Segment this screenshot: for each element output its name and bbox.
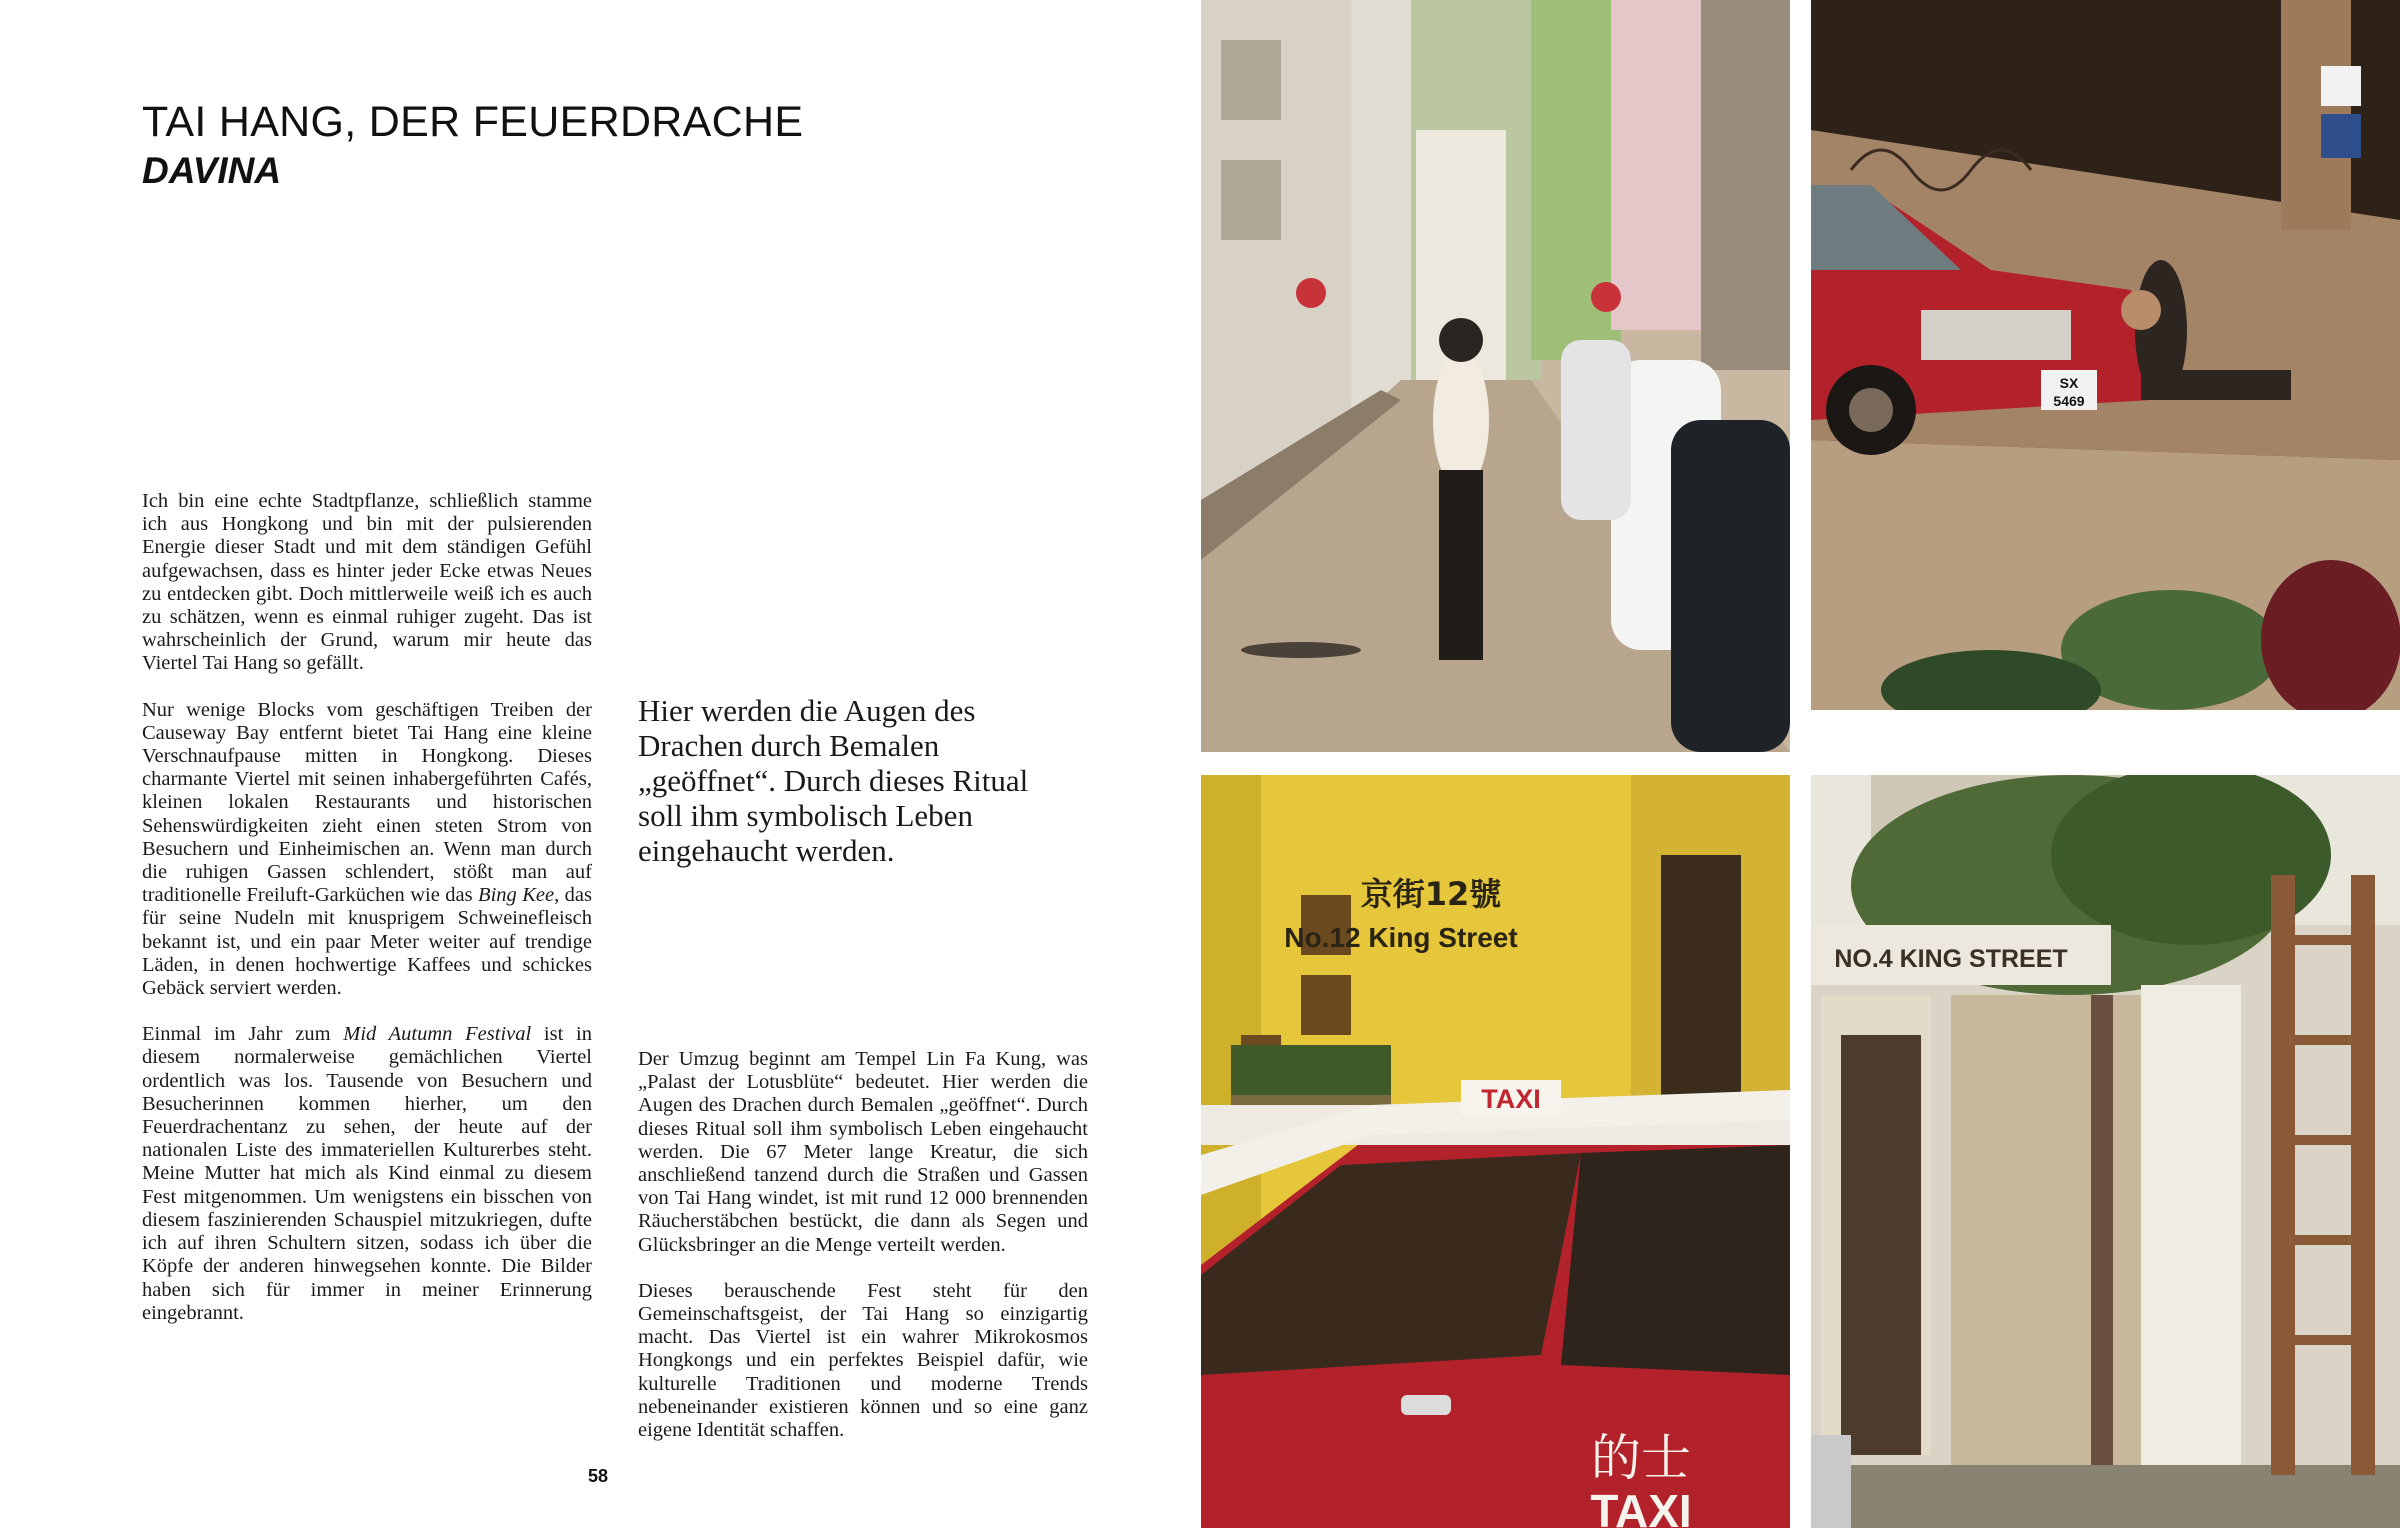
text-run: ist in diesem normalerweise gemächlichen Viertel ordentlich was los. Tausende von Besuchern und Besucherinnen kommen hierher, um den Feuerdrachentanz zu sehen, der heute auf der nationalen Liste des immateriellen Kulturerbes steht. Meine Mutter hat mich als Kind einmal zu diesem Fest mitgenommen. Um wenigstens ein bisschen von diesem faszinierenden Schauspiel mitzukriegen, dufte ich auf ihren Schultern sitzen, sodass ich über die Köpfe der anderen hinwegsehen konnte. Die Bilder haben sich für immer in meiner Erinnerung eingebrannt. <box>142 1023 592 1324</box>
body-paragraph <box>142 490 592 676</box>
page-number: 58 <box>588 1466 609 1486</box>
body-paragraph <box>638 1048 1088 1257</box>
yellow-wall-taxi-photo <box>1201 775 1790 1528</box>
street-photo <box>1201 0 1790 752</box>
body-column-right <box>638 1048 1088 1465</box>
text-run: Dieses berauschende Fest steht für den Gemeinschaftsgeist, der Tai Hang so einzigartig macht. Das Viertel ist ein wahrer Mikrokosmos Hongkongs und ein perfektes Beispiel dafür, wie kulturelle Traditionen und moderne Trends nebeneinander existieren können und so eine ganz eigene Identität schaffen. <box>638 1279 1088 1442</box>
article-title: TAI HANG, DER FEUERDRACHE <box>142 98 804 146</box>
taxi-roof-sign: TAXI <box>1481 1084 1541 1114</box>
body-column-left <box>142 490 592 1348</box>
text-run: Nur wenige Blocks vom geschäftigen Treiben der Causeway Bay entfernt bietet Tai Hang eine kleine Verschnaufpause mitten in Hongkong. Dieses charmante Viertel mit seinen inhabergeführten Cafés, kleinen lokalen Restaurants und historischen Sehenswürdigkeiten zieht einen steten Strom von Besuchern und Einheimischen an. Wenn man durch die ruhigen Gassen schlendert, stößt man auf traditionelle Freiluft-Garküchen wie das <box>142 698 592 907</box>
taxi-door-chinese: 的士 <box>1591 1429 1691 1487</box>
alley-photo <box>1811 775 2400 1528</box>
italic-name: Mid Autumn Festival <box>343 1023 532 1046</box>
king-street-sign: NO.4 KING STREET <box>1834 945 2068 973</box>
article-author: DAVINA <box>142 150 282 191</box>
pull-quote: Hier werden die Augen des Drachen durch Bemalen „geöffnet“. Durch dieses Ritual soll ihm symbolisch Leben eingehaucht werden. <box>638 693 1029 868</box>
chinese-street-sign: 京街12號 <box>1360 875 1502 913</box>
body-paragraph <box>142 1023 592 1325</box>
italic-name: Bing Kee <box>478 884 555 907</box>
street-sign: No.12 King Street <box>1284 922 1518 953</box>
text-run: , das für seine Nudeln mit knusprigem Schweinefleisch bekannt ist, und ein paar Meter weiter auf trendige Läden, in denen hochwertige Kaffees und schickes Gebäck serviert werden. <box>142 884 593 1000</box>
license-plate-bottom: 5469 <box>2053 393 2085 409</box>
parked-taxi-photo <box>1811 0 2400 710</box>
taxi-door-text: TAXI <box>1590 1485 1692 1528</box>
text-run: Der Umzug beginnt am Tempel Lin Fa Kung, was „Palast der Lotusblüte“ bedeutet. Hier werden die Augen des Drachen durch Bemalen „geöffnet“. Durch dieses Ritual soll ihm symbolisch Leben eingehaucht werden. Die 67 Meter lange Kreatur, die sich anschließend tanzend durch die Straßen und Gassen von Tai Hang windet, ist mit rund 12 000 brennenden Räucherstäbchen bestückt, die dann als Segen und Glücksbringer an die Menge verteilt werden. <box>638 1048 1088 1256</box>
body-paragraph <box>142 699 592 1001</box>
text-run: Einmal im Jahr zum <box>142 1023 344 1046</box>
text-run: Ich bin eine echte Stadtpflanze, schließlich stamme ich aus Hongkong und bin mit der pulsierenden Energie dieser Stadt und mit dem ständigen Gefühl aufgewachsen, dass es hinter jeder Ecke etwas Neues zu entdecken gibt. Doch mittlerweile weiß ich es auch zu schätzen, wenn es einmal ruhiger zugeht. Das ist wahrscheinlich der Grund, warum mir heute das Viertel Tai Hang so gefällt. <box>142 490 592 675</box>
body-paragraph <box>638 1280 1088 1442</box>
license-plate-top: SX <box>2059 375 2079 391</box>
